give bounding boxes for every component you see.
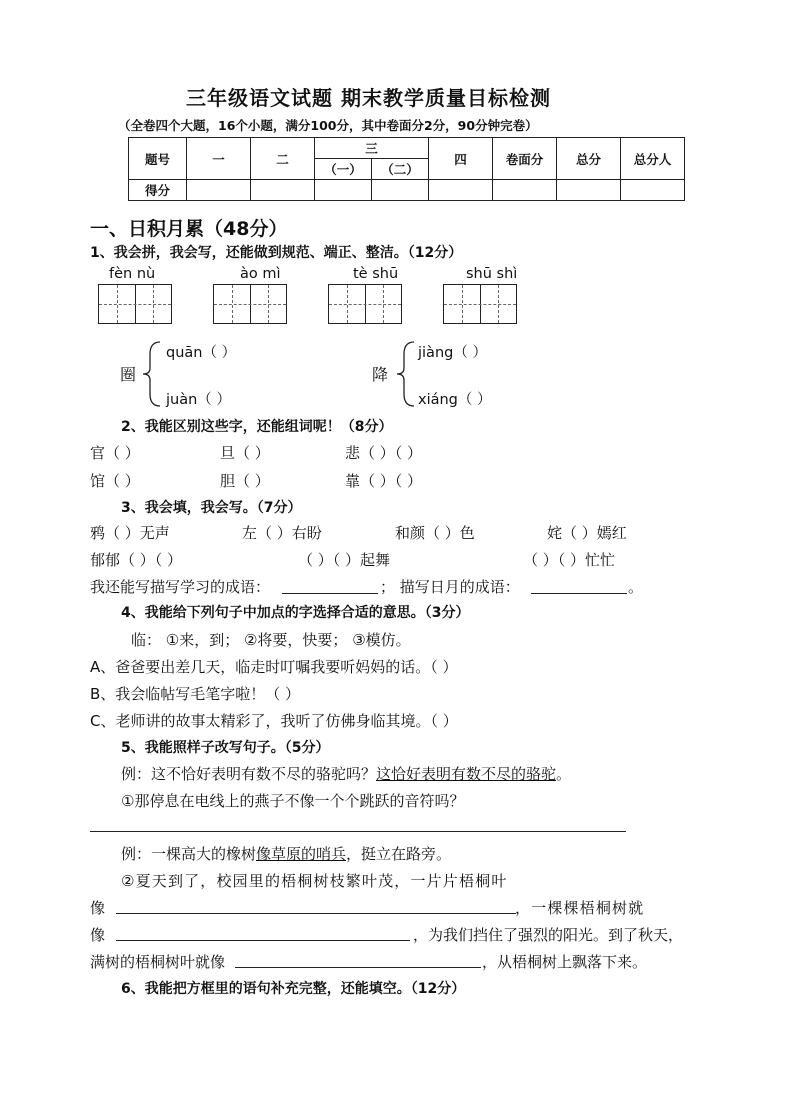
writing-grid[interactable]	[443, 284, 517, 324]
q5-item-2-line3a: 像	[90, 926, 106, 944]
q4-sentence-c: C、老师讲的故事太精彩了，我听了仿佛身临其境。（ ）	[90, 712, 458, 730]
th-part-3-sub2: （二）	[372, 159, 429, 180]
score-cell[interactable]	[429, 180, 493, 201]
section1-heading: 一、日积月累（48分）	[90, 218, 288, 240]
q3-item: （ ）（ ）忙忙	[523, 551, 616, 569]
answer-line[interactable]	[235, 967, 481, 968]
th-total: 总分	[557, 138, 621, 180]
q5-example-2	[121, 843, 451, 864]
th-part-1: 一	[187, 138, 251, 180]
brace-icon	[394, 340, 418, 408]
q2-item: 官（ ）	[90, 444, 140, 462]
q5-item-2-line2b: ， 一 棵 棵 梧 桐 树 就	[515, 899, 642, 917]
q5-item-2-line4a: 满树的梧桐树叶就像	[90, 953, 226, 971]
q3-idiom-study-label: 我还能写描写学习的成语：	[90, 578, 271, 596]
q4-options: 临： ①来，到； ②将要，快要； ③模仿。	[131, 631, 411, 649]
example-text: 例：这不恰好表明有数不尽的骆驼吗？	[121, 765, 377, 783]
score-cell[interactable]	[493, 180, 557, 201]
score-cell[interactable]	[557, 180, 621, 201]
q5-item-2-line2a: 像	[90, 899, 106, 917]
q5-item-2-line4b: ，从梧桐树上飘落下来。	[482, 953, 648, 971]
th-part-3-sub1: （一）	[315, 159, 372, 180]
polyphone-reading: quān（ ）	[166, 345, 237, 361]
q3-end-mark: 。	[628, 578, 644, 596]
q4-prompt: 4、我能给下列句子中加点的字选择合适的意思。（3分）	[121, 605, 470, 621]
q3-item: 左（ ）右盼	[242, 524, 322, 542]
th-scorer: 总分人	[621, 138, 685, 180]
q3-item: 姹（ ）嫣红	[547, 524, 627, 542]
q2-item: 悲（ ）（ ）	[345, 444, 423, 462]
score-table	[128, 137, 685, 201]
th-part-3: 三	[315, 138, 429, 159]
pinyin-label: ào mì	[240, 266, 281, 282]
polyphone-reading: xiáng（ ）	[418, 392, 492, 408]
example-end: 。	[556, 765, 572, 783]
q5-item-2-line1: ② 夏 天 到 了 ， 校 园 里 的 梧 桐 树 枝 繁 叶 茂 ， 一 片 片 梧 桐 叶	[121, 872, 505, 890]
q4-sentence-b: B、我会临帖写毛笔字啦！（ ）	[90, 685, 301, 703]
row-score-label: 得分	[129, 180, 187, 201]
q5-prompt: 5、我能照样子改写句子。（5分）	[121, 740, 330, 756]
q6-prompt: 6、我能把方框里的语句补充完整，还能填空。（12分）	[121, 981, 466, 997]
q4-sentence-a: A、爸爸要出差几天，临走时叮嘱我要听妈妈的话。（ ）	[90, 658, 458, 676]
answer-line[interactable]	[116, 913, 516, 914]
q5-item-1: ①那停息在电线上的燕子不像一个个跳跃的音符吗？	[121, 792, 465, 810]
q5-example-1	[121, 763, 571, 784]
example-text: 例：一棵高大的橡树	[121, 845, 257, 863]
example-answer: 这恰好表明有数不尽的骆驼	[376, 765, 557, 783]
th-question-no: 题号	[129, 138, 187, 180]
pinyin-label: fèn nù	[109, 266, 156, 282]
answer-line[interactable]	[90, 831, 626, 832]
writing-grid[interactable]	[213, 284, 287, 324]
score-cell[interactable]	[187, 180, 251, 201]
writing-grid[interactable]	[98, 284, 172, 324]
polyphone-reading: jiàng（ ）	[418, 345, 487, 361]
th-part-4: 四	[429, 138, 493, 180]
q3-prompt: 3、我会填，我会写。（7分）	[121, 500, 302, 516]
q3-item: 鸦（ ）无声	[90, 524, 170, 542]
th-part-2: 二	[251, 138, 315, 180]
q3-item: 和颜（ ）色	[395, 524, 475, 542]
score-cell[interactable]	[251, 180, 315, 201]
q2-item: 旦（ ）	[220, 444, 270, 462]
score-cell[interactable]	[372, 180, 429, 201]
q2-prompt: 2、我能区别这些字，还能组词呢！（8分）	[121, 419, 393, 435]
example-end: ，挺立在路旁。	[346, 845, 452, 863]
example-simile: 像草原的哨兵	[256, 845, 347, 863]
page-title: 三年级语文试题 期末教学质量目标检测	[186, 86, 551, 110]
q2-item: 靠（ ）（ ）	[345, 472, 423, 490]
polyphone-reading: juàn（ ）	[166, 392, 231, 408]
exam-instructions: （全卷四个大题，16个小题，满分100分，其中卷面分2分，90分钟完卷）	[118, 118, 538, 133]
q2-item: 馆（ ）	[90, 472, 140, 490]
polyphone-char: 降	[372, 365, 389, 384]
pinyin-label: tè shū	[353, 266, 399, 282]
score-cell[interactable]	[315, 180, 372, 201]
q1-prompt: 1、我会拼，我会写，还能做到规范、端正、整洁。（12分）	[90, 245, 463, 261]
writing-grid[interactable]	[328, 284, 402, 324]
brace-icon	[140, 340, 164, 408]
answer-line[interactable]	[531, 593, 627, 594]
th-neatness: 卷面分	[493, 138, 557, 180]
q3-idiom-sun-moon-label: ； 描写日月的成语：	[380, 578, 520, 596]
answer-line[interactable]	[116, 940, 410, 941]
answer-line[interactable]	[282, 593, 378, 594]
q3-item: （ ）（ ）起舞	[298, 551, 391, 569]
q2-item: 胆（ ）	[220, 472, 270, 490]
q5-item-2-line3b: ，为我们挡住了强烈的阳光。到了秋天，	[413, 926, 684, 944]
pinyin-label: shū shì	[466, 266, 518, 282]
polyphone-char: 圈	[120, 365, 137, 384]
score-cell[interactable]	[621, 180, 685, 201]
q3-item: 郁郁（ ）（ ）	[90, 551, 183, 569]
